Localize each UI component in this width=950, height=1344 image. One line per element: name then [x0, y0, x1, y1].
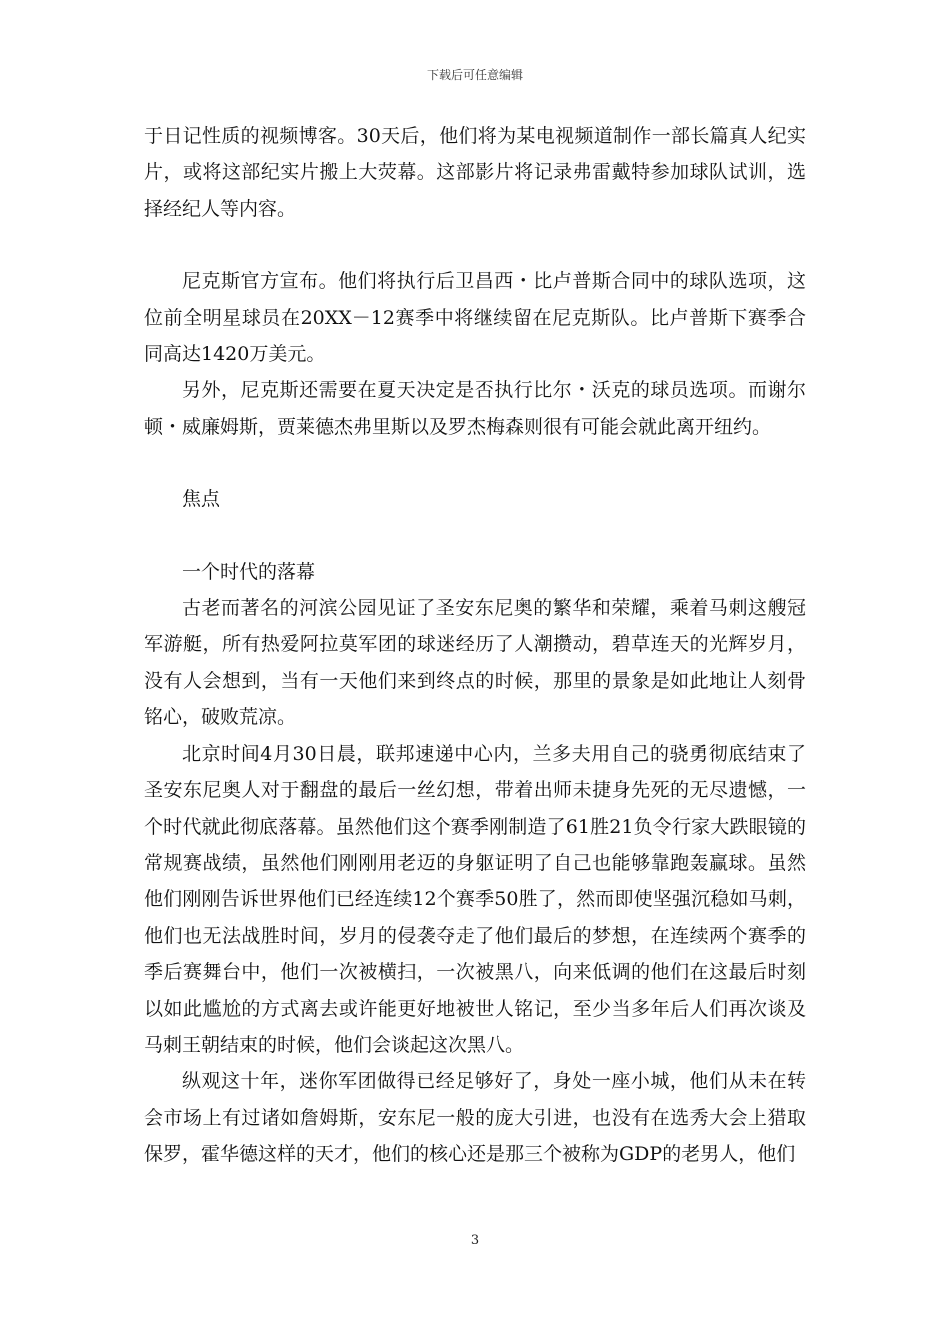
- paragraph-gap: [144, 445, 806, 481]
- article-title: 一个时代的落幕: [182, 560, 316, 583]
- page-header-note: 下载后可任意编辑: [426, 68, 523, 82]
- paragraph-knicks-announcement: 尼克斯官方宣布。他们将执行后卫昌西・比卢普斯合同中的球队选项，这位前全明星球员在20XX－12赛季中将继续留在尼克斯队。比卢普斯下赛季合同高达1420万美元。: [144, 270, 806, 366]
- document-body: [144, 118, 806, 1173]
- paragraph-april-30: 北京时间4月30日晨，联邦速递中心内，兰多夫用自己的骁勇彻底结束了圣安东尼奥人对于翻盘的最后一丝幻想，带着出师未捷身先死的无尽遗憾，一个时代就此彻底落幕。虽然他们这个赛季刚制造了61胜21负令行家大跌眼镜的常规赛战绩，虽然他们刚刚用老迈的身躯证明了自己也能够靠跑轰赢球。虽然他们刚刚告诉世界他们已经连续12个赛季50胜了，然而即使坚强沉稳如马刺，他们也无法战胜时间，岁月的侵袭夺走了他们最后的梦想，在连续两个赛季的季后赛舞台中，他们一次被横扫，一次被黑八，向来低调的他们在这最后时刻以如此尴尬的方式离去或许能更好地被世人铭记，至少当多年后人们再次谈及马刺王朝结束的时候，他们会谈起这次黑八。: [144, 742, 806, 1056]
- paragraph-decade-review: 纵观这十年，迷你军团做得已经足够好了，身处一座小城，他们从未在转会市场上有过诸如詹姆斯，安东尼一般的庞大引进，也没有在选秀大会上猎取保罗，霍华德这样的天才，他们的核心还是那三个被称为GDP的老男人，他们: [144, 1070, 806, 1166]
- paragraph-gap: [144, 227, 806, 263]
- paragraph-gap: [144, 518, 806, 554]
- paragraph-riverwalk: 古老而著名的河滨公园见证了圣安东尼奥的繁华和荣耀，乘着马刺这艘冠军游艇，所有热爱阿拉莫军团的球迷经历了人潮攒动，碧草连天的光辉岁月，没有人会想到，当有一天他们来到终点的时候，那里的景象是如此地让人刻骨铭心，破败荒凉。: [144, 597, 806, 729]
- paragraph-continuation: 于日记性质的视频博客。30天后，他们将为某电视频道制作一部长篇真人纪实片，或将这部纪实片搬上大荧幕。这部影片将记录弗雷戴特参加球队试训，选择经纪人等内容。: [144, 125, 806, 220]
- paragraph-knicks-options: 另外，尼克斯还需要在夏天决定是否执行比尔・沃克的球员选项。而谢尔顿・威廉姆斯，贾莱德杰弗里斯以及罗杰梅森则很有可能会就此离开纽约。: [144, 379, 806, 438]
- page-number: 3: [470, 1233, 480, 1248]
- section-heading-focus: 焦点: [182, 488, 221, 511]
